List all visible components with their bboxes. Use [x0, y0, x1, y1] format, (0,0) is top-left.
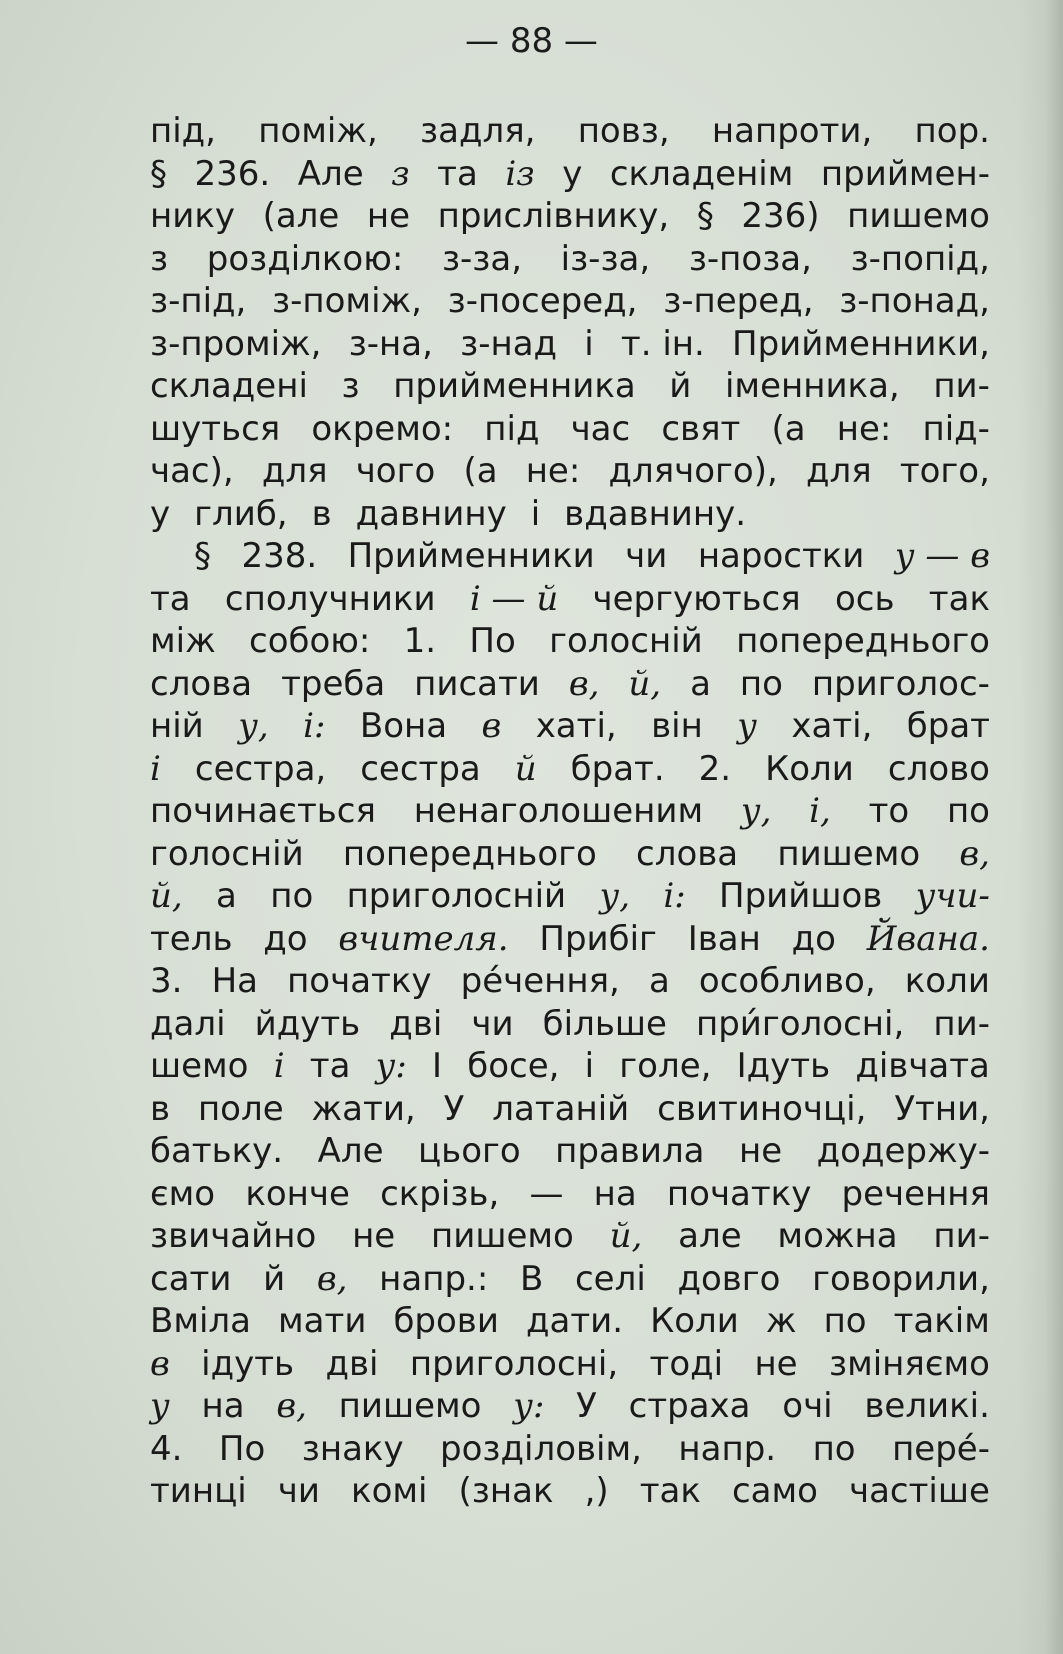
- text-line: [150, 1470, 990, 1513]
- word: не: [352, 1216, 396, 1256]
- word: На: [211, 961, 258, 1001]
- word: і: [584, 1046, 595, 1086]
- text-line: [150, 620, 990, 663]
- word: по: [270, 876, 314, 916]
- italic-word: у,: [740, 791, 772, 831]
- word: шемо: [150, 1046, 249, 1086]
- italic-word: у:: [375, 1046, 407, 1086]
- word: чи: [277, 1471, 320, 1511]
- text-line: [150, 960, 990, 1003]
- text-line: [150, 748, 990, 791]
- word: правила: [555, 1131, 705, 1171]
- word: Прийшов: [719, 876, 883, 916]
- word: нику: [150, 196, 235, 236]
- word: само: [731, 1471, 818, 1511]
- word: приголос-: [811, 663, 990, 704]
- word: (а: [463, 451, 498, 491]
- text-line: [150, 833, 990, 876]
- word: По: [469, 621, 516, 661]
- word: по: [823, 1301, 867, 1341]
- word: він: [651, 706, 703, 746]
- word: з: [150, 238, 169, 279]
- word: напр.: [678, 1428, 777, 1469]
- text-line: [150, 238, 990, 281]
- page-number: — 88 —: [465, 21, 598, 61]
- word: слова: [636, 833, 739, 874]
- word: чи: [625, 536, 668, 576]
- word: до: [791, 918, 836, 959]
- word: Але: [297, 153, 364, 194]
- word: В: [519, 1258, 544, 1299]
- italic-word: в: [481, 706, 502, 746]
- italic-word: і — й: [469, 578, 559, 619]
- word: а: [648, 961, 670, 1001]
- word: по: [739, 663, 783, 704]
- word: попереднього: [736, 621, 990, 661]
- word: з-попід,: [850, 238, 990, 279]
- word: 3.: [150, 961, 183, 1001]
- word: йдуть: [254, 1003, 361, 1044]
- word: та: [309, 1046, 351, 1086]
- text-line: [150, 323, 990, 366]
- word: голе,: [619, 1046, 712, 1086]
- word: дати.: [525, 1301, 624, 1341]
- text-line: [150, 918, 990, 961]
- text-line: [150, 408, 990, 451]
- word: §: [150, 153, 167, 194]
- word: пи-: [933, 1003, 990, 1044]
- word: сати: [150, 1258, 232, 1299]
- italic-word: і,: [809, 791, 831, 831]
- word: з-під,: [150, 281, 247, 321]
- word: звичайно: [150, 1216, 317, 1256]
- word: Прийменники,: [732, 323, 990, 364]
- word: Прибіг: [539, 918, 657, 959]
- word: (але: [262, 196, 340, 236]
- word: т. ін.: [620, 323, 705, 364]
- word: зміняємо: [828, 1343, 990, 1384]
- word: і: [584, 323, 594, 364]
- word: латаній: [492, 1088, 630, 1129]
- word: та: [150, 578, 191, 619]
- word: 236.: [194, 153, 271, 194]
- word: то: [868, 791, 910, 831]
- word: по: [946, 791, 990, 831]
- word: додержу-: [816, 1131, 990, 1171]
- italic-word: у: [150, 1386, 170, 1426]
- word: а: [216, 876, 237, 916]
- page-fold-shadow: [1018, 0, 1063, 1654]
- word: слова: [150, 663, 253, 704]
- word: іменника,: [724, 366, 900, 406]
- word: собою:: [249, 621, 371, 661]
- word: довго: [677, 1258, 781, 1299]
- word: більше: [542, 1003, 667, 1044]
- word: Ідуть: [736, 1046, 831, 1086]
- word: ній: [150, 706, 204, 746]
- text-line: [150, 1428, 990, 1471]
- word: хаті,: [535, 706, 617, 746]
- word: страха: [628, 1386, 751, 1426]
- text-line: [150, 875, 990, 918]
- word: сполучники: [224, 578, 436, 619]
- word: з-проміж,: [150, 323, 322, 364]
- body-text: [150, 110, 990, 1513]
- italic-word: в,: [316, 1258, 348, 1299]
- italic-word: у: [737, 706, 757, 746]
- word: речення: [841, 1173, 990, 1214]
- word: й: [669, 366, 692, 406]
- word: прислівнику,: [437, 196, 670, 236]
- word: чого: [355, 451, 436, 491]
- word: не:: [836, 408, 892, 449]
- word: при́голосні,: [695, 1003, 905, 1044]
- word: пи-: [933, 1216, 990, 1256]
- word: не: [754, 1343, 798, 1384]
- word: тинці: [150, 1471, 247, 1511]
- word: Коли: [765, 748, 854, 789]
- word: під: [484, 408, 540, 449]
- italic-word: із: [505, 153, 535, 194]
- word: Утни,: [894, 1088, 990, 1129]
- word: По: [218, 1428, 266, 1469]
- word: Коли: [650, 1301, 739, 1341]
- word: у: [150, 493, 171, 534]
- word: чергуються: [592, 578, 801, 619]
- word: писати: [414, 663, 540, 704]
- italic-word: й,: [628, 663, 662, 704]
- italic-word: з: [391, 153, 410, 194]
- word: з-перед,: [663, 281, 814, 321]
- word: наростки: [697, 536, 865, 576]
- text-line: [150, 1173, 990, 1216]
- word: особливо,: [698, 961, 876, 1001]
- word: §: [194, 536, 211, 576]
- word: по: [812, 1428, 856, 1469]
- word: шуться: [150, 408, 281, 449]
- word: й: [263, 1258, 286, 1299]
- word: пор.: [914, 111, 990, 151]
- word: Прийменники: [347, 536, 595, 576]
- word: час),: [150, 451, 234, 491]
- italic-word: в,: [568, 663, 600, 704]
- italic-word: і:: [663, 876, 686, 916]
- word: —: [529, 1173, 564, 1214]
- word: окремо:: [311, 408, 454, 449]
- word: з-на,: [348, 323, 433, 364]
- italic-word: в,: [959, 833, 990, 874]
- text-line: [150, 705, 990, 748]
- word: дві: [389, 1003, 443, 1044]
- word: на: [201, 1386, 245, 1426]
- word: між: [150, 621, 216, 661]
- text-line: [150, 153, 990, 196]
- word: брат.: [570, 748, 665, 789]
- word: так: [639, 1471, 701, 1511]
- word: комі: [351, 1471, 428, 1511]
- text-line: [150, 1215, 990, 1258]
- text-line: [150, 1130, 990, 1173]
- word: Вона: [359, 706, 448, 746]
- word: задля,: [420, 111, 536, 151]
- italic-word: учи-: [915, 876, 990, 916]
- word: голосній: [549, 621, 703, 661]
- word: 238.: [241, 536, 318, 576]
- word: пишемо: [847, 196, 990, 236]
- text-line: [150, 1300, 990, 1343]
- word: поле: [197, 1088, 284, 1129]
- word: у: [562, 153, 583, 194]
- word: з-понад,: [839, 281, 990, 321]
- word: прийменника: [393, 366, 636, 406]
- word: Іван: [687, 918, 761, 959]
- word: цього: [418, 1131, 521, 1171]
- word: з: [341, 366, 360, 406]
- word: 4.: [150, 1428, 183, 1469]
- word: напроти,: [711, 111, 873, 151]
- word: напр.:: [379, 1258, 489, 1299]
- word: давнину: [355, 493, 507, 534]
- word: 2.: [698, 748, 732, 789]
- word: слово: [887, 748, 990, 789]
- word: (а: [771, 408, 806, 449]
- word: поміж,: [258, 111, 378, 151]
- text-line: [150, 110, 990, 153]
- text-line: [150, 280, 990, 323]
- word: ідуть: [201, 1343, 295, 1384]
- word: для: [805, 451, 872, 491]
- word: час: [570, 408, 631, 449]
- word: глиб,: [194, 493, 288, 534]
- word: попереднього: [342, 833, 597, 874]
- word: розділовім,: [440, 1428, 642, 1469]
- word: пи-: [933, 366, 990, 406]
- word: ре́чення,: [460, 961, 620, 1001]
- word: пишемо: [338, 1386, 482, 1426]
- italic-word: і: [273, 1046, 285, 1086]
- word: ненаголошеним: [413, 791, 704, 831]
- word: селі: [574, 1258, 646, 1299]
- text-line: [150, 1045, 990, 1088]
- word: пишемо: [431, 1216, 574, 1256]
- word: і: [530, 493, 541, 534]
- word: початку: [287, 961, 432, 1001]
- word: частіше: [849, 1471, 990, 1511]
- italic-word: вчителя.: [338, 918, 509, 959]
- word: чи: [471, 1003, 514, 1044]
- word: далі: [150, 1003, 226, 1044]
- italic-word: Йвана.: [866, 918, 990, 959]
- word: приголосній: [346, 876, 567, 916]
- text-line: [150, 450, 990, 493]
- word: не:: [525, 451, 581, 491]
- word: ж: [765, 1301, 797, 1341]
- word: §: [696, 196, 714, 236]
- word: з-посеред,: [447, 281, 638, 321]
- word: з-за,: [441, 238, 523, 279]
- word: У: [443, 1088, 465, 1129]
- word: того,: [899, 451, 990, 491]
- word: очі: [782, 1386, 833, 1426]
- word: длячого),: [608, 451, 778, 491]
- text-line: [150, 1258, 990, 1301]
- word: в: [150, 1088, 171, 1129]
- word: хаті,: [791, 706, 873, 746]
- word: складені: [150, 366, 308, 406]
- word: під,: [150, 111, 216, 151]
- text-line: [150, 1385, 990, 1428]
- word: Але: [317, 1131, 384, 1171]
- word: великі.: [864, 1386, 990, 1426]
- text-line: [150, 790, 990, 833]
- word: свитиночці,: [657, 1088, 867, 1129]
- italic-word: в: [150, 1343, 170, 1384]
- word: сестра,: [194, 748, 327, 789]
- italic-word: й,: [609, 1216, 643, 1256]
- word: під-: [922, 408, 990, 449]
- word: для: [261, 451, 328, 491]
- word: можна: [777, 1216, 898, 1256]
- word: говорили,: [812, 1258, 990, 1299]
- word: брови: [393, 1301, 499, 1341]
- word: батьку.: [150, 1131, 284, 1171]
- text-line: [150, 663, 990, 706]
- word: але: [678, 1216, 742, 1256]
- word: У: [576, 1386, 597, 1426]
- word: голосній: [150, 833, 304, 874]
- word: із-за,: [560, 238, 651, 279]
- word: з-поза,: [688, 238, 812, 279]
- word: жати,: [311, 1088, 416, 1129]
- word: в: [311, 493, 332, 534]
- word: коли: [904, 961, 990, 1001]
- word: не: [739, 1131, 783, 1171]
- italic-word: в,: [276, 1386, 307, 1426]
- word: дівчата: [855, 1046, 990, 1086]
- word: 1.: [403, 621, 437, 661]
- word: вдавнину.: [564, 493, 747, 534]
- word: починається: [150, 791, 376, 831]
- word: розділкою:: [206, 238, 404, 279]
- word: сестра: [360, 748, 481, 789]
- word: 236): [741, 196, 820, 236]
- word: конче: [245, 1173, 350, 1214]
- word: приймен-: [820, 153, 990, 194]
- word: тоді: [649, 1343, 724, 1384]
- word: треба: [281, 663, 386, 704]
- word: скрізь,: [380, 1173, 500, 1214]
- text-line: [150, 1343, 990, 1386]
- word: пере́-: [892, 1428, 990, 1469]
- italic-word: у,: [238, 706, 269, 746]
- word: (знак: [458, 1471, 554, 1511]
- word: дві: [325, 1343, 379, 1384]
- word: такім: [893, 1301, 990, 1341]
- word: босе,: [467, 1046, 560, 1086]
- word: початку: [666, 1173, 812, 1214]
- word: до: [263, 918, 308, 959]
- text-line: [150, 493, 990, 536]
- word: свят: [661, 408, 741, 449]
- text-line: [150, 535, 990, 578]
- text-line: [150, 195, 990, 238]
- word: приголосні,: [409, 1343, 619, 1384]
- italic-word: у,: [599, 876, 631, 916]
- word: складенім: [609, 153, 794, 194]
- italic-word: і:: [303, 706, 326, 746]
- word: ,): [584, 1471, 609, 1511]
- word: а: [690, 663, 711, 704]
- word: та: [437, 153, 478, 194]
- word: І: [432, 1046, 443, 1086]
- italic-word: і: [150, 748, 161, 789]
- italic-word: й,: [150, 876, 183, 916]
- word: тель: [150, 918, 233, 959]
- text-line: [150, 1088, 990, 1131]
- text-line: [150, 578, 990, 621]
- word: мати: [278, 1301, 367, 1341]
- word: брат: [906, 706, 990, 746]
- word: на: [593, 1173, 637, 1214]
- text-line: [150, 1003, 990, 1046]
- italic-word: й: [514, 748, 537, 789]
- word: так: [928, 578, 990, 619]
- word: не: [366, 196, 411, 236]
- word: ємо: [150, 1173, 216, 1214]
- word: з-поміж,: [272, 281, 422, 321]
- word: ось: [834, 578, 895, 619]
- word: з-над: [460, 323, 558, 364]
- word: пишемо: [777, 833, 921, 874]
- italic-word: у — в: [894, 536, 990, 576]
- word: знаку: [301, 1428, 404, 1469]
- text-line: [150, 365, 990, 408]
- word: повз,: [577, 111, 670, 151]
- italic-word: у:: [513, 1386, 545, 1426]
- word: Вміла: [150, 1301, 251, 1341]
